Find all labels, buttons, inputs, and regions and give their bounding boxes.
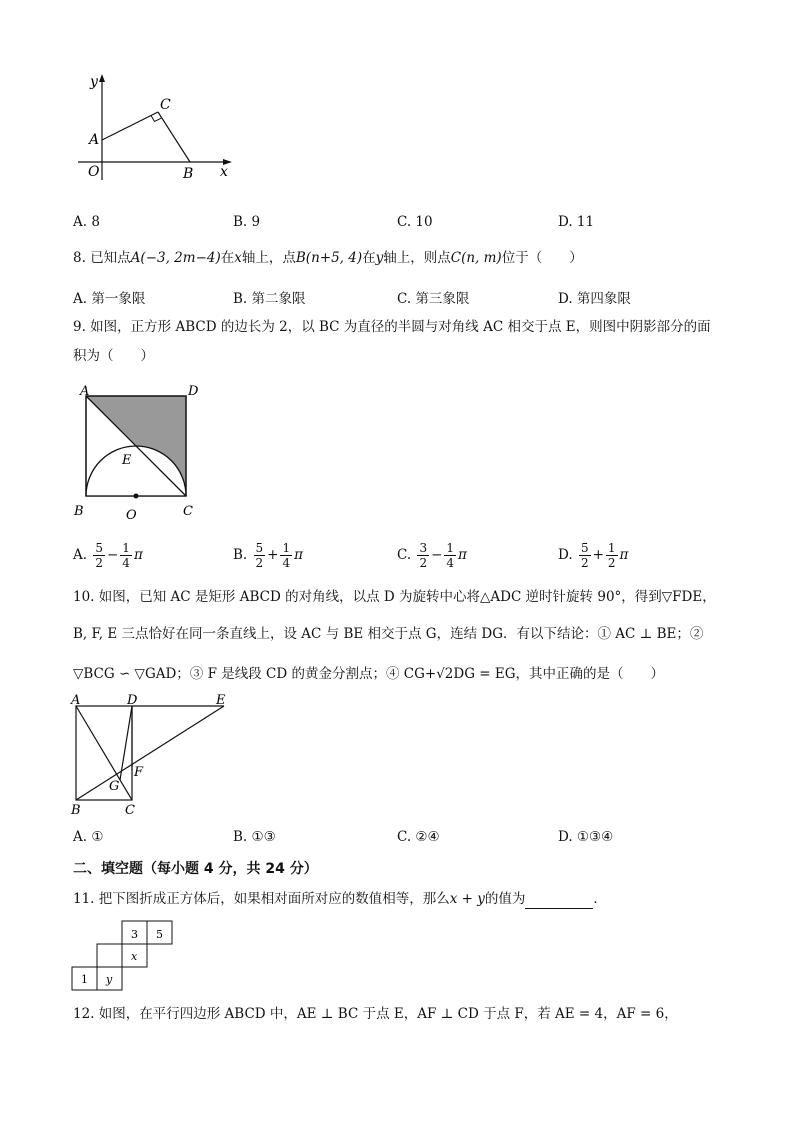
label-B: B [74,504,84,519]
label-E: E [122,453,132,468]
q8-option-a[interactable]: A. 第一象限 [73,291,146,307]
q10-figure [68,694,233,819]
q7-option-a[interactable]: A. 8 [73,214,100,230]
q9-option-c-letter: C. [397,547,412,563]
q9-option-d[interactable] [558,541,628,570]
segment-CB [158,112,190,162]
q9-option-a-letter: A. [73,547,88,563]
label-B: B [183,166,194,182]
pi-symbol: π [619,547,629,563]
q9-option-d-letter: D. [558,547,573,563]
fraction: $\frac{5}{2}$ [580,541,589,570]
q10-option-a[interactable]: A. ① [73,829,104,845]
label-B: B [71,803,81,818]
fraction: $\frac{5}{2}$ [255,541,264,570]
answer-blank[interactable] [525,894,593,909]
q9-question-line1: 9. 如图，正方形 ABCD 的边长为 2，以 BC 为直径的半圆与对角线 AC 相交于点 E，则图中阴影部分的面 [73,319,711,335]
q10-line3-part2: DG = EG，其中正确的是（ ） [453,666,665,682]
q7-option-b[interactable]: B. 9 [233,214,261,230]
label-y: y [90,74,98,90]
q9-figure [70,385,205,525]
segment-AC [102,112,158,140]
sqrt-two: √2 [436,666,454,682]
right-angle-mark [151,116,161,122]
q10-option-c[interactable]: C. ②④ [397,829,440,845]
q10-option-b[interactable]: B. ①③ [233,829,276,845]
q8-number: 8. [73,250,86,266]
q10-option-d[interactable]: D. ①③④ [558,829,614,845]
q8-option-c[interactable]: C. 第三象限 [397,291,470,307]
q8-text-6: 位于（ ） [501,250,583,266]
q12-question: 12. 如图，在平行四边形 ABCD 中，AE ⊥ BC 于点 E，AF ⊥ CD 于点 F，若 AE = 4，AF = 6， [73,1006,678,1022]
q9-option-b-letter: B. [233,547,248,563]
q8-text-4: 在 [362,250,376,266]
fraction: $\frac{1}{4}$ [282,541,291,570]
q8-text-3: 轴上，点 [241,250,296,266]
fraction: $\frac{1}{4}$ [446,541,455,570]
fraction: $\frac{1}{2}$ [607,541,616,570]
q10-line3-part1: ▽BCG ∽ ▽GAD；③ F 是线段 CD 的黄金分割点；④ CG+ [73,666,437,682]
q7-option-d[interactable]: D. 11 [558,214,595,230]
operator: + [267,547,279,563]
segment-BE [76,706,224,800]
operator: − [106,547,119,563]
label-C: C [183,504,193,519]
q8-point-c: C(n, m) [450,250,502,266]
cube-net-figure [70,918,180,993]
cell-value-5: 5 [156,928,163,941]
label-D: D [188,385,199,399]
label-C: C [160,97,171,113]
q8-point-b: B(n+5, 4) [295,250,363,266]
label-A: A [71,694,81,708]
y-axis-arrow [99,74,105,82]
q9-option-a[interactable] [73,541,143,570]
label-F: F [134,765,144,780]
fraction: $\frac{1}{4}$ [122,541,130,570]
q11-text-a: 11. 把下图折成正方体后，如果相对面所对应的数值相等，那么 [73,891,450,907]
label-O: O [126,508,137,523]
label-A: A [80,385,90,399]
pi-symbol: π [458,547,467,563]
label-A: A [89,132,100,148]
net-cell [97,944,122,967]
cell-value-3: 3 [131,928,138,941]
cell-value-y: y [106,973,113,986]
q8-option-d[interactable]: D. 第四象限 [558,291,631,307]
label-G: G [109,779,120,794]
label-x: x [220,164,228,180]
label-O: O [88,164,100,180]
fraction: $\frac{3}{2}$ [419,541,428,570]
q8-question [73,248,583,268]
label-E: E [216,694,226,708]
operator: + [592,547,604,563]
label-C: C [125,803,135,818]
label-D: D [127,694,138,708]
q8-var-x: x [234,250,242,266]
center-O-dot [134,494,139,499]
q11-expression: x + y [449,891,485,907]
section-title: 二、填空题（每小题 4 分，共 24 分） [73,861,318,877]
q7-figure [70,70,240,185]
q8-text-5: 轴上，则点 [383,250,451,266]
operator: − [431,547,443,563]
segment-AC [76,706,132,800]
q9-option-b[interactable] [233,541,303,570]
q9-option-c[interactable] [397,541,467,570]
q11-question [73,889,607,909]
q10-question-line3 [73,664,664,684]
pi-symbol: π [294,547,303,563]
q7-option-c[interactable]: C. 10 [397,214,433,230]
q8-text-2: 在 [220,250,235,266]
fraction: $\frac{5}{2}$ [95,541,103,570]
pi-symbol: π [133,547,143,563]
cell-value-x: x [131,950,138,963]
q10-question-line2: B, F, E 三点恰好在同一条直线上，设 AC 与 BE 相交于点 G，连结 DG．有以下结论：① AC ⊥ BE；② [73,626,704,642]
q11-text-c: ． [593,891,607,907]
q11-text-b: 的值为 [484,891,526,907]
q8-point-a: A(−3, 2m−4) [130,250,221,266]
q8-var-y: y [375,250,384,266]
cell-value-1: 1 [81,973,88,986]
q8-option-b[interactable]: B. 第二象限 [233,291,306,307]
q8-text-1: 已知点 [90,250,131,266]
q9-question-line2: 积为（ ） [73,348,154,364]
q10-question-line1: 10. 如图，已知 AC 是矩形 ABCD 的对角线，以点 D 为旋转中心将△ADC 逆时针旋转 90°，得到▽FDE， [73,589,716,605]
